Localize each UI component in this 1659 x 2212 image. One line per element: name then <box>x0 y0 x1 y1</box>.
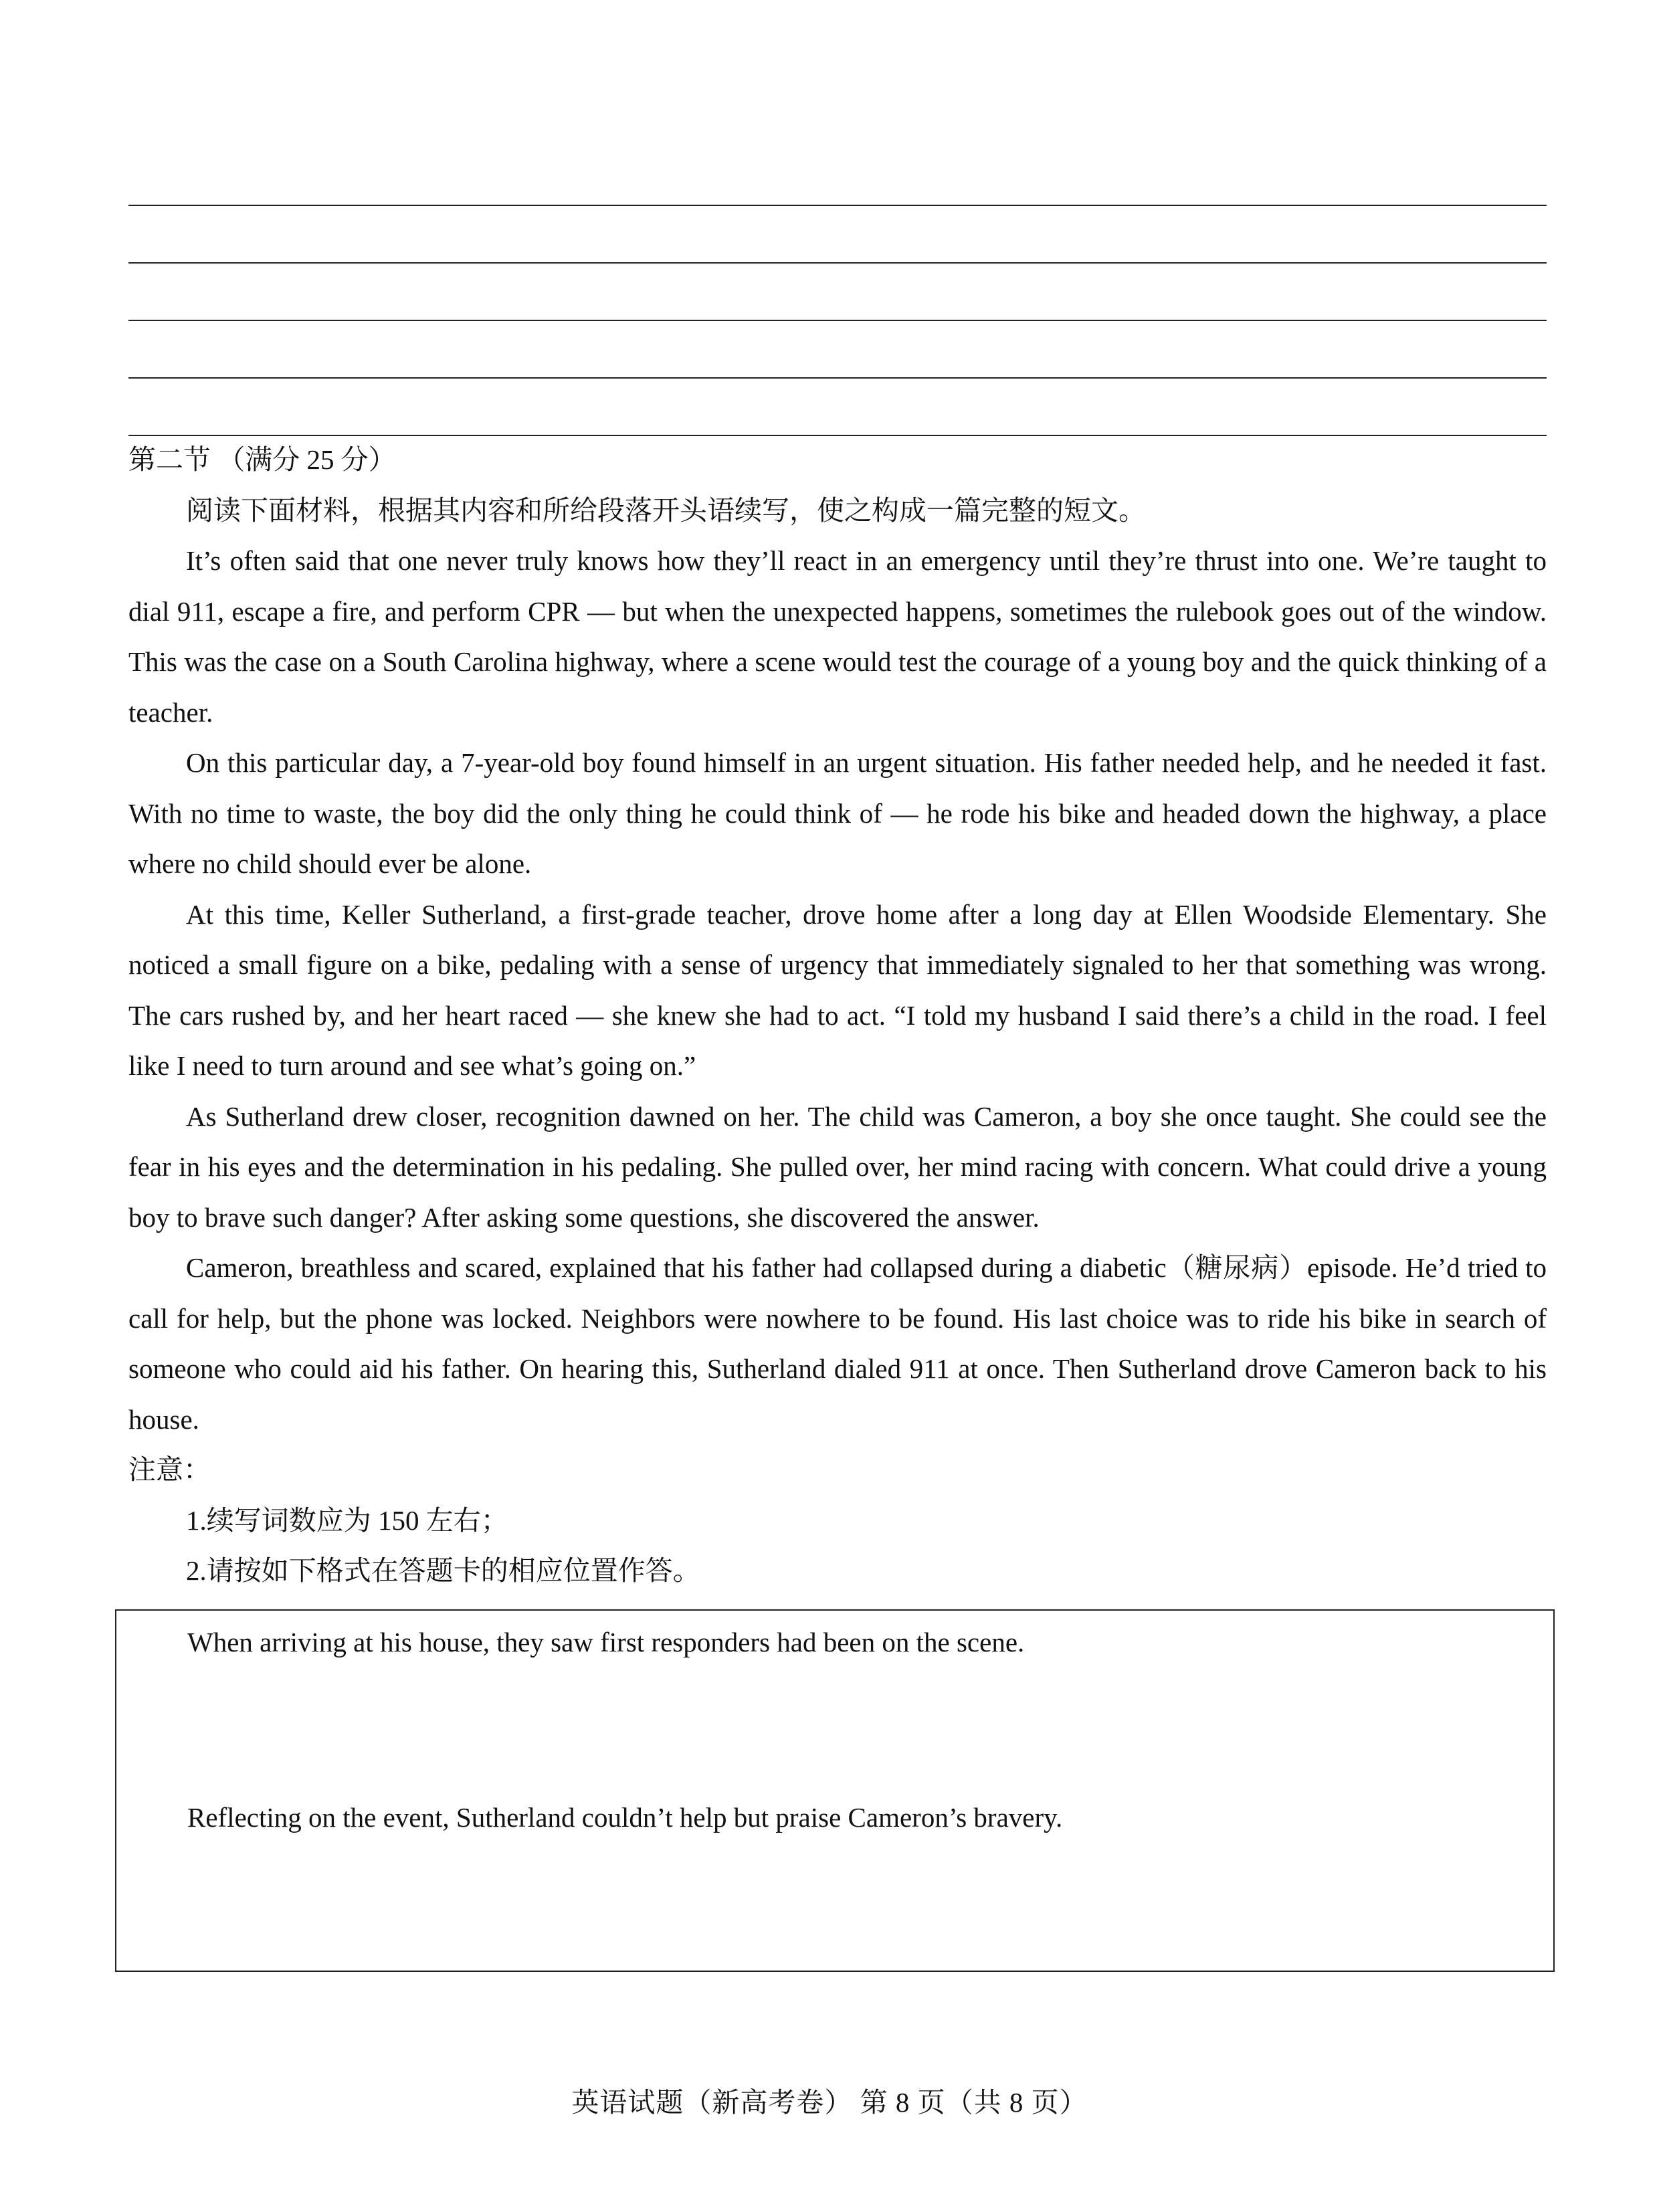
passage-paragraph: Cameron, breathless and scared, explained that his father had collapsed during a diabetic（糖尿病）episode. He’d tried to call for help, but the phone was locked. Neighbors were nowhere to be found. His last choice was to ride his bike in search of someone who could aid his father. On hearing this, Sutherland dialed 911 at once. Then Sutherland drove Cameron back to his house. <box>128 1252 1547 1435</box>
paragraph-opener-1: When arriving at his house, they saw first responders had been on the scene. <box>187 1627 1025 1657</box>
writing-line <box>128 377 1547 379</box>
writing-line <box>128 205 1547 206</box>
section-title: 第二节 （满分 25 分） <box>128 444 396 475</box>
answer-format-box <box>115 1609 1555 1972</box>
passage-paragraph: At this time, Keller Sutherland, a first-grade teacher, drove home after a long day at Ellen Woodside Elementary. She noticed a small figure on a bike, pedaling with a sense of urgency that immediately signaled to her that something was wrong. The cars rushed by, and her heart raced — she knew she had to act. “I told my husband I said there’s a child in the road. I feel like I need to turn around and see what’s going on.” <box>128 898 1547 1081</box>
paragraph-opener-2: Reflecting on the event, Sutherland couldn’t help but praise Cameron’s bravery. <box>187 1802 1063 1833</box>
writing-line <box>128 262 1547 264</box>
writing-line <box>128 320 1547 321</box>
passage-paragraph: On this particular day, a 7-year-old boy found himself in an urgent situation. His father needed help, and he needed it fast. With no time to waste, the boy did the only thing he could think of — he rode his bike and headed down the highway, a place where no child should ever be alone. <box>128 747 1547 879</box>
section-content <box>128 435 1547 1597</box>
notes-title: 注意： <box>128 1454 211 1485</box>
passage-paragraph: It’s often said that one never truly knows how they’ll react in an emergency until they’re thrust into one. We’re taught to dial 911, escape a fire, and perform CPR — but when the unexpected happens, sometimes the rulebook goes out of the window. This was the case on a South Carolina highway, where a scene would test the courage of a young boy and the quick thinking of a teacher. <box>128 545 1547 728</box>
section-instruction: 阅读下面材料，根据其内容和所给段落开头语续写，使之构成一篇完整的短文。 <box>186 494 1146 526</box>
note-item: 1.续写词数应为 150 左右； <box>186 1504 508 1536</box>
note-item: 2.请按如下格式在答题卡的相应位置作答。 <box>186 1555 700 1586</box>
page-footer: 英语试题（新高考卷） 第 8 页（共 8 页） <box>571 2087 1088 2118</box>
passage-paragraph: As Sutherland drew closer, recognition dawned on her. The child was Cameron, a boy she once taught. She could see the fear in his eyes and the determination in his pedaling. She pulled over, her mind racing with concern. What could drive a young boy to brave such danger? After asking some questions, she discovered the answer. <box>128 1100 1547 1233</box>
